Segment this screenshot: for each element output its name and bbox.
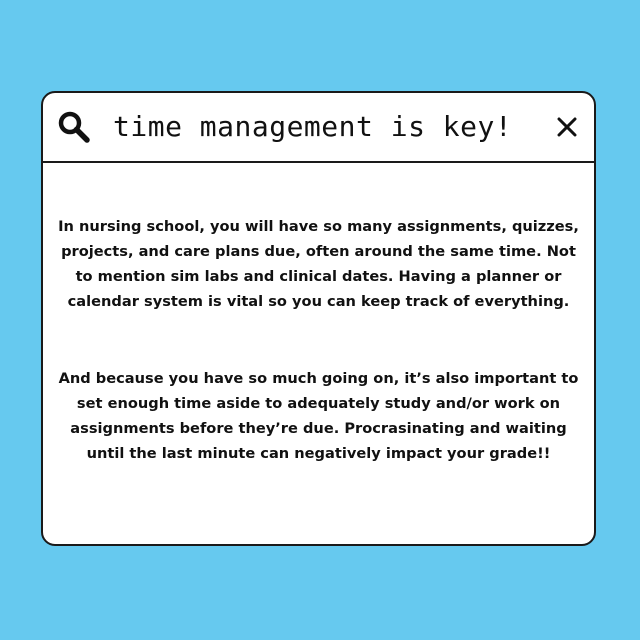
close-icon[interactable] <box>556 116 578 138</box>
paragraph-time-aside: And because you have so much going on, it’s also important to set enough time aside to adequately study and/or work on assignments before they’re due. Procrasinating and waiting until the last minute can negatively impact your grade!! <box>58 369 579 462</box>
search-icon <box>57 110 91 144</box>
search-query[interactable]: time management is key! <box>113 110 513 143</box>
content-area <box>43 163 594 544</box>
search-window <box>41 91 596 546</box>
paragraph-planning: In nursing school, you will have so many assignments, quizzes, projects, and care plans due, often around the same time. Not to mention sim labs and clinical dates. Having a planner or calendar system is vital so you can keep track of everything. <box>58 217 579 310</box>
search-bar[interactable] <box>43 93 594 163</box>
